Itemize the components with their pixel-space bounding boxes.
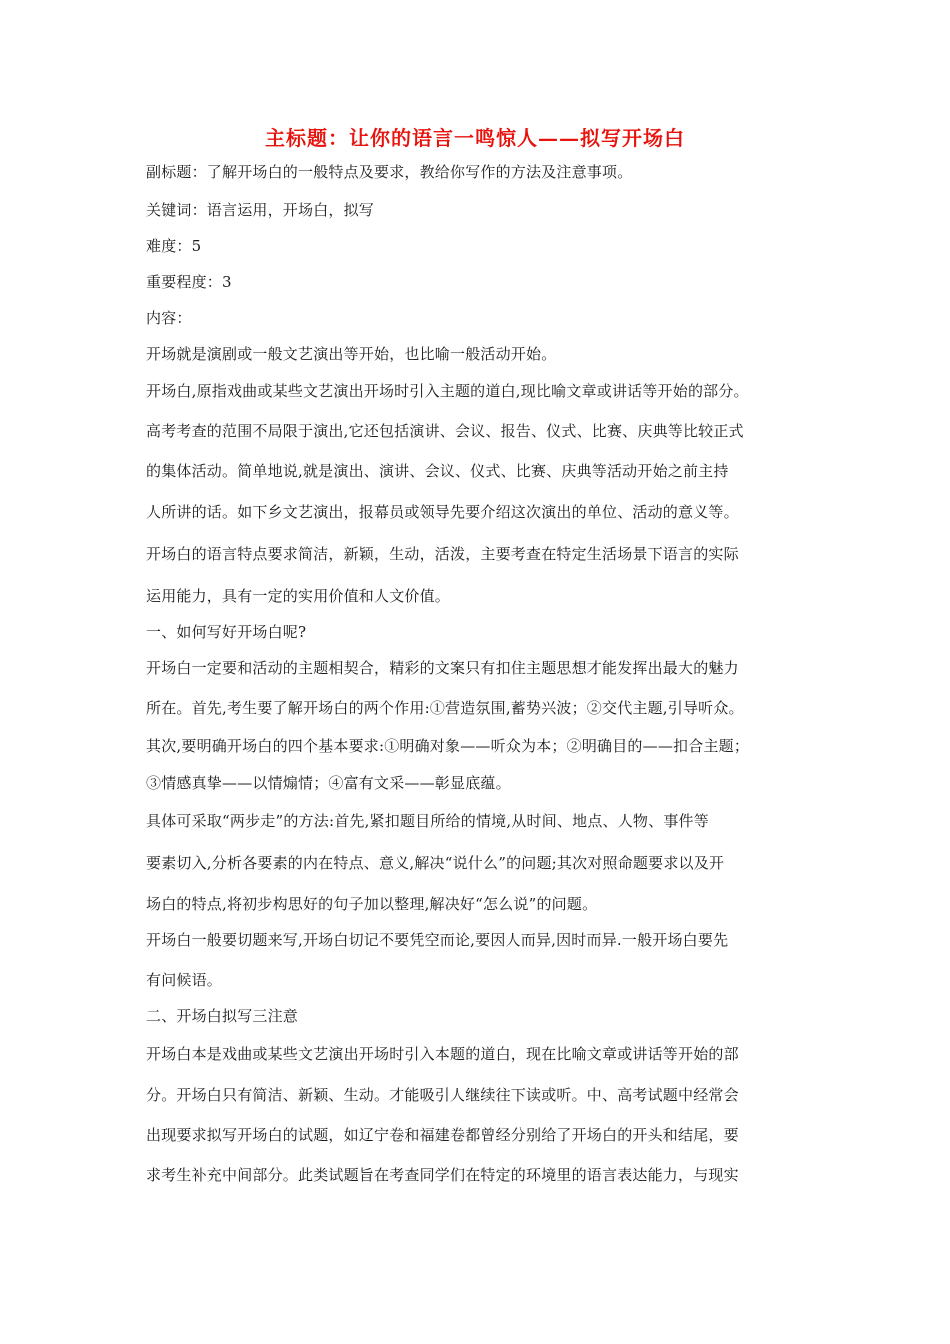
subtitle-line: 副标题：了解开场白的一般特点及要求，教给你写作的方法及注意事项。 [146, 163, 633, 181]
section-heading-2: 二、开场白拟写三注意 [146, 1007, 299, 1025]
paragraph-line: 所在。首先,考生要了解开场白的两个作用:①营造氛围,蓄势兴波；②交代主题,引导听众。 [146, 699, 744, 717]
paragraph-line: 的集体活动。简单地说,就是演出、演讲、会议、仪式、比赛、庆典等活动开始之前主持 [146, 462, 729, 480]
paragraph-line: 开场白本是戏曲或某些文艺演出开场时引入本题的道白，现在比喻文章或讲话等开始的部 [146, 1045, 739, 1063]
paragraph-line: 要素切入,分析各要素的内在特点、意义,解决“说什么”的问题;其次对照命题要求以及开 [146, 854, 725, 872]
paragraph-line: 开场白,原指戏曲或某些文艺演出开场时引入主题的道白,现比喻文章或讲话等开始的部分。 [146, 382, 749, 400]
paragraph-line: 场白的特点,将初步构思好的句子加以整理,解决好“怎么说”的问题。 [146, 895, 598, 913]
paragraph-line: 有问候语。 [146, 971, 223, 989]
content-label: 内容： [146, 309, 192, 327]
paragraph-line: 高考考查的范围不局限于演出,它还包括演讲、会议、报告、仪式、比赛、庆典等比较正式 [146, 422, 744, 440]
main-title: 主标题：让你的语言一鸣惊人——拟写开场白 [265, 126, 685, 150]
paragraph-line: 开场白的语言特点要求简洁，新颖，生动，活泼，主要考查在特定生活场景下语言的实际 [146, 545, 739, 563]
paragraph-line: 开场白一定要和活动的主题相契合，精彩的文案只有扣住主题思想才能发挥出最大的魅力 [146, 659, 739, 677]
paragraph-line: 开场就是演剧或一般文艺演出等开始，也比喻一般活动开始。 [146, 345, 557, 363]
paragraph-line: 其次,要明确开场白的四个基本要求:①明确对象——听众为本；②明确目的——扣合主题； [146, 737, 750, 755]
paragraph-line: 具体可采取“两步走”的方法:首先,紧扣题目所给的情境,从时间、地点、人物、事件等 [146, 812, 709, 830]
paragraph-line: 人所讲的话。如下乡文艺演出，报幕员或领导先要介绍这次演出的单位、活动的意义等。 [146, 503, 739, 521]
paragraph-line: 运用能力，具有一定的实用价值和人文价值。 [146, 587, 451, 605]
difficulty-line: 难度：5 [146, 237, 202, 255]
paragraph-line: ③情感真挚——以情煽情；④富有文采——彰显底蕴。 [146, 774, 511, 792]
importance-line: 重要程度：3 [146, 273, 232, 291]
keywords-line: 关键词：语言运用，开场白，拟写 [146, 201, 375, 219]
paragraph-line: 求考生补充中间部分。此类试题旨在考查同学们在特定的环境里的语言表达能力，与现实 [146, 1166, 739, 1184]
paragraph-line: 分。开场白只有简洁、新颖、生动。才能吸引人继续往下读或听。中、高考试题中经常会 [146, 1086, 739, 1104]
paragraph-line: 出现要求拟写开场白的试题，如辽宁卷和福建卷都曾经分别给了开场白的开头和结尾，要 [146, 1126, 739, 1144]
section-heading-1: 一、如何写好开场白呢? [146, 623, 307, 641]
paragraph-line: 开场白一般要切题来写,开场白切记不要凭空而论,要因人而异,因时而异.一般开场白要先 [146, 931, 729, 949]
